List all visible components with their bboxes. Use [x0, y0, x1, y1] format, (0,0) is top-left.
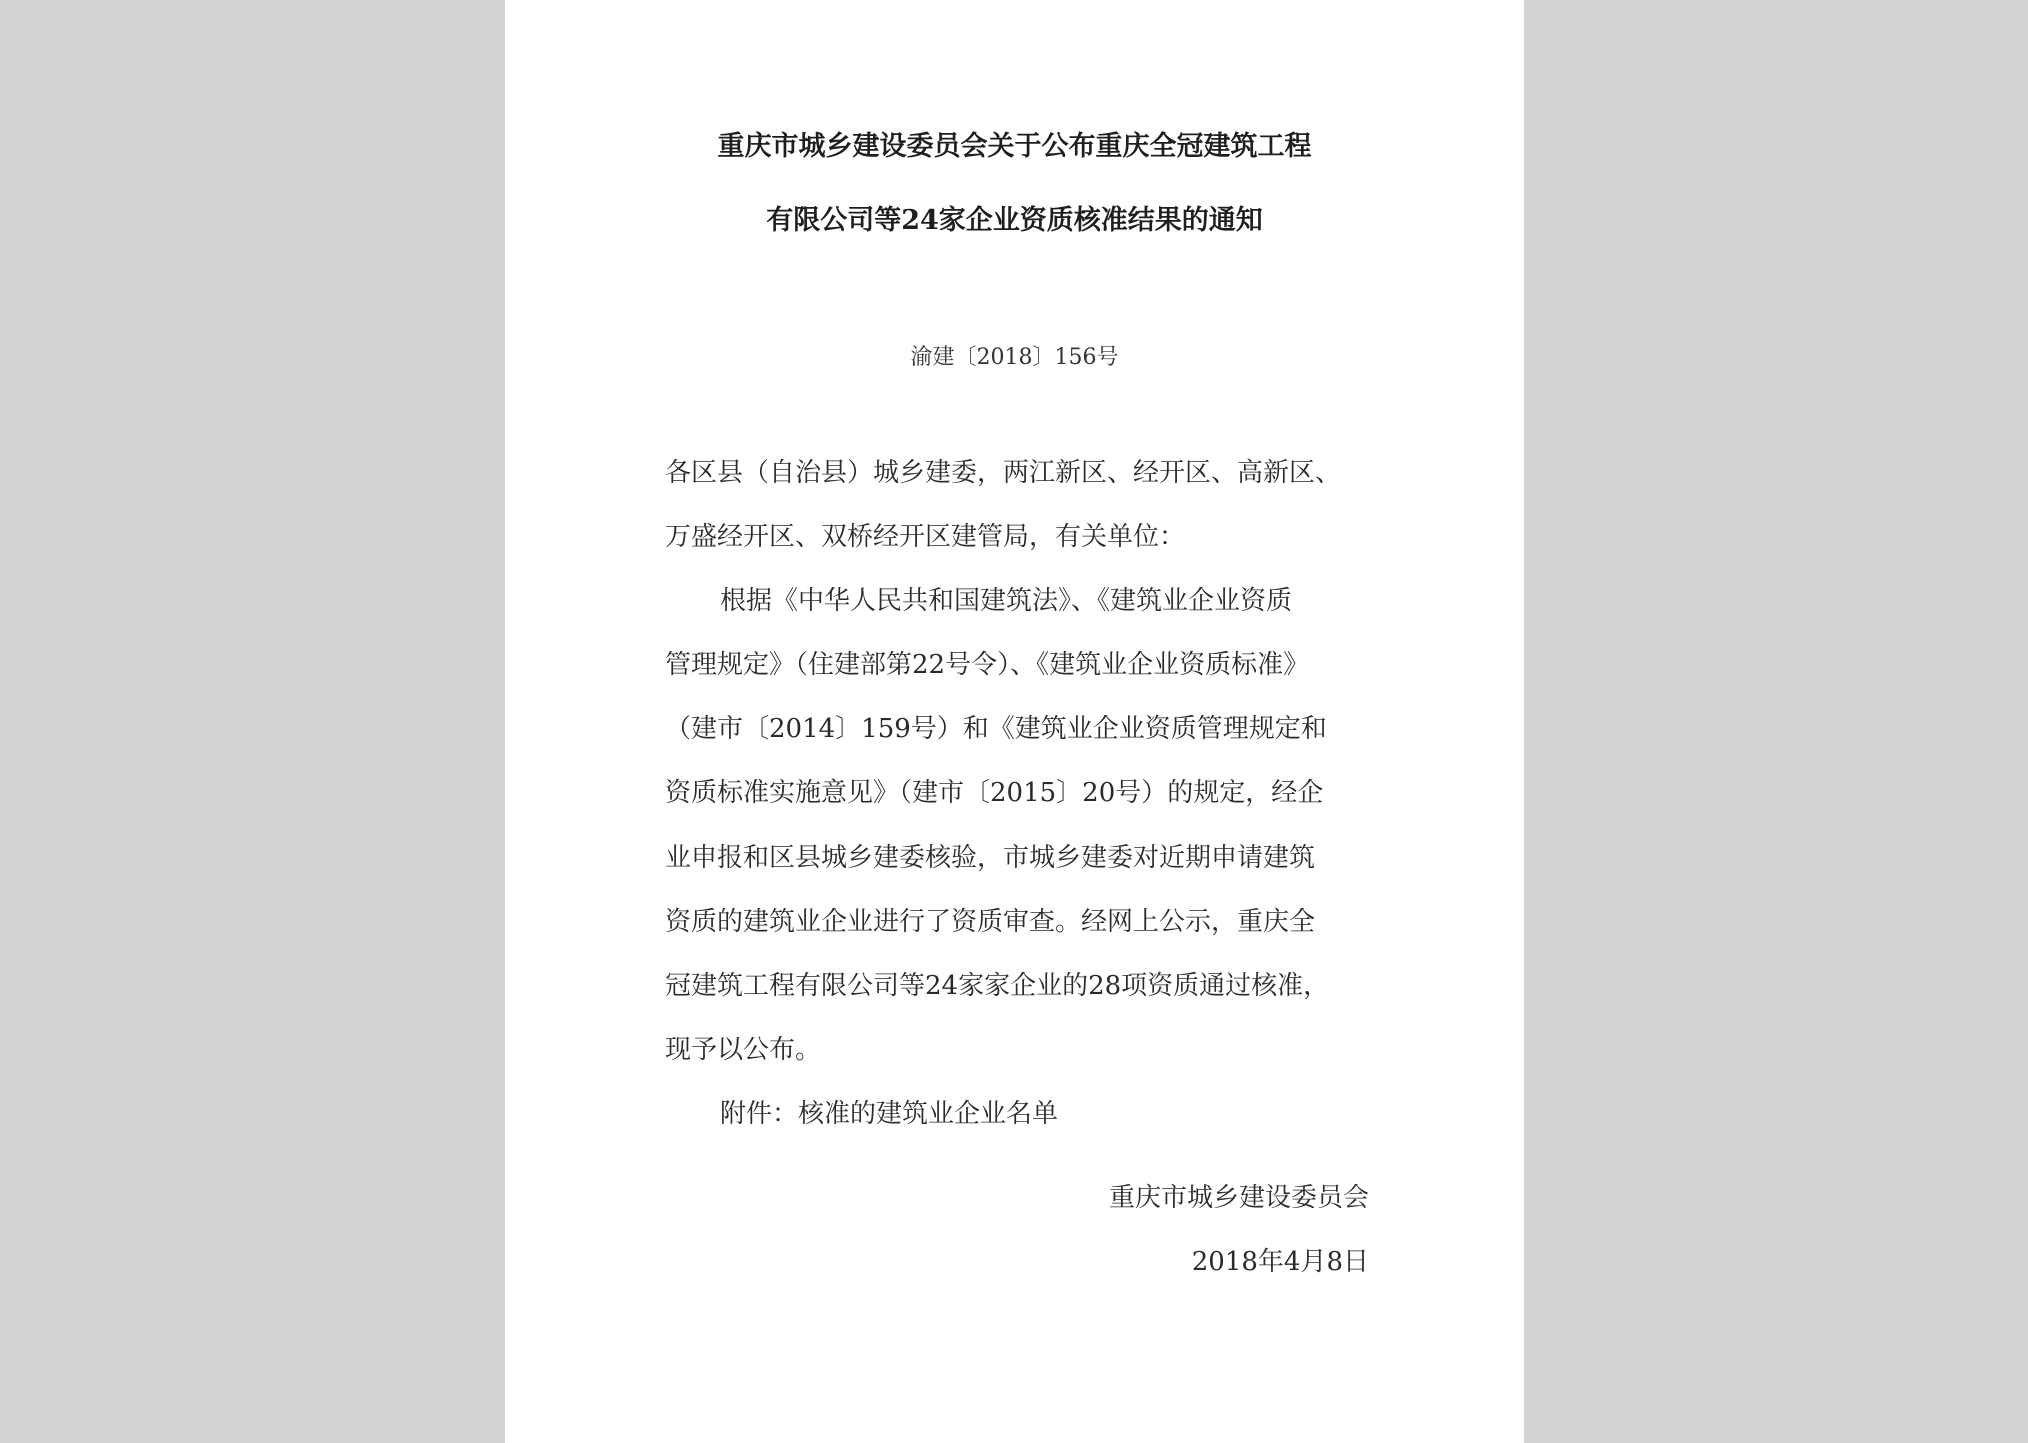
document-page — [505, 0, 1524, 1443]
addressee-line-2: 万盛经开区、双桥经开区建管局，有关单位： — [665, 522, 1186, 552]
body-line: 管理规定》（住建部第22号令）、《建筑业企业资质标准》 — [665, 650, 1310, 680]
body-line: 业申报和区县城乡建委核验，市城乡建委对近期申请建筑 — [665, 843, 1316, 873]
body-line: 资质标准实施意见》（建市〔2015〕20号）的规定，经企 — [665, 778, 1324, 808]
body-line: 冠建筑工程有限公司等24家家企业的28项资质通过核准， — [665, 971, 1330, 1001]
issuer-signature: 重庆市城乡建设委员会 — [1108, 1183, 1369, 1213]
body-line: 资质的建筑业企业进行了资质审查。经网上公示，重庆全 — [665, 907, 1316, 937]
attachment-note: 附件：核准的建筑业企业名单 — [720, 1099, 1059, 1129]
body-line: （建市〔2014〕159号）和《建筑业企业资质管理规定和 — [665, 714, 1327, 744]
issue-date: 2018年4月8日 — [1191, 1247, 1369, 1277]
body-line: 根据《中华人民共和国建筑法》、《建筑业企业资质 — [720, 586, 1293, 616]
document-title-line-1: 重庆市城乡建设委员会关于公布重庆全冠建筑工程 — [717, 131, 1312, 162]
body-line: 现予以公布。 — [665, 1035, 822, 1065]
document-number: 渝建〔2018〕156号 — [910, 345, 1119, 370]
addressee-line-1: 各区县（自治县）城乡建委，两江新区、经开区、高新区、 — [665, 458, 1342, 488]
document-title-line-2: 有限公司等24家企业资质核准结果的通知 — [766, 205, 1263, 236]
